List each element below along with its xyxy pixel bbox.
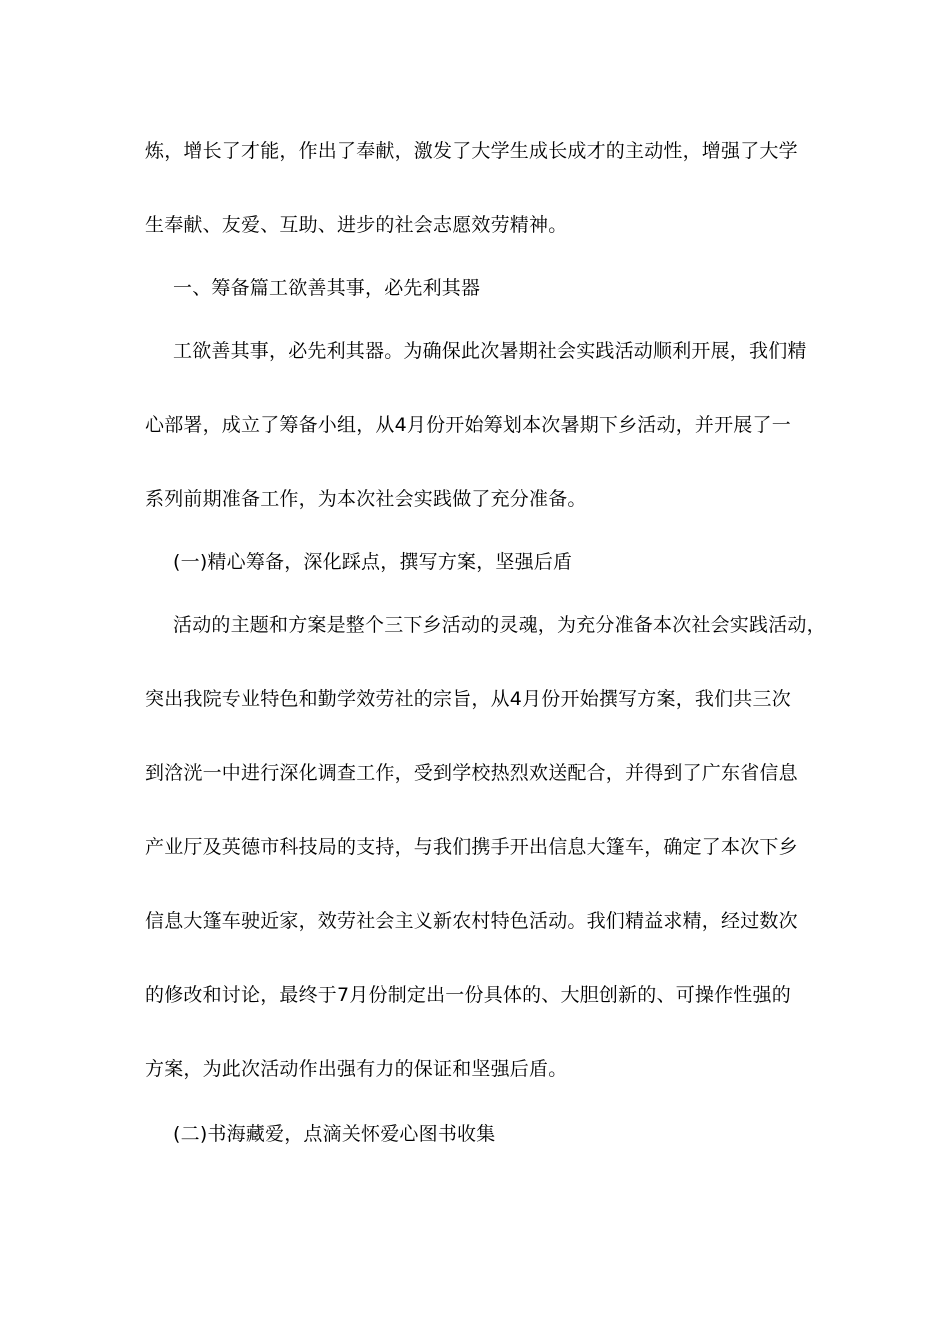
paragraph-line: 心部署，成立了筹备小组，从4月份开始筹划本次暑期下乡活动，并开展了一 [145,414,791,436]
paragraph-line: 到浛洸一中进行深化调查工作，受到学校热烈欢送配合，并得到了广东省信息 [145,762,798,784]
paragraph-line: 信息大篷车驶近家，效劳社会主义新农村特色活动。我们精益求精，经过数次 [145,910,798,932]
paragraph-line: 活动的主题和方案是整个三下乡活动的灵魂，为充分准备本次社会实践活动， [173,614,826,636]
subsection-heading: (一)精心筹备，深化踩点，撰写方案，坚强后盾 [173,551,573,573]
paragraph-line: 方案，为此次活动作出强有力的保证和坚强后盾。 [145,1058,568,1080]
subsection-heading: (二)书海藏爱，点滴关怀爱心图书收集 [173,1123,496,1145]
paragraph-line: 炼，增长了才能，作出了奉献，激发了大学生成长成才的主动性，增强了大学 [145,140,798,162]
paragraph-line: 突出我院专业特色和勤学效劳社的宗旨，从4月份开始撰写方案，我们共三次 [145,688,791,710]
paragraph-line: 工欲善其事，必先利其器。为确保此次暑期社会实践活动顺利开展，我们精 [173,340,807,362]
paragraph-line: 生奉献、友爱、互助、进步的社会志愿效劳精神。 [145,214,568,236]
paragraph-line: 的修改和讨论，最终于7月份制定出一份具体的、大胆创新的、可操作性强的 [145,984,791,1006]
paragraph-line: 产业厅及英德市科技局的支持，与我们携手开出信息大篷车，确定了本次下乡 [145,836,798,858]
paragraph-line: 系列前期准备工作，为本次社会实践做了充分准备。 [145,488,587,510]
section-heading: 一、筹备篇工欲善其事，必先利其器 [173,277,481,299]
